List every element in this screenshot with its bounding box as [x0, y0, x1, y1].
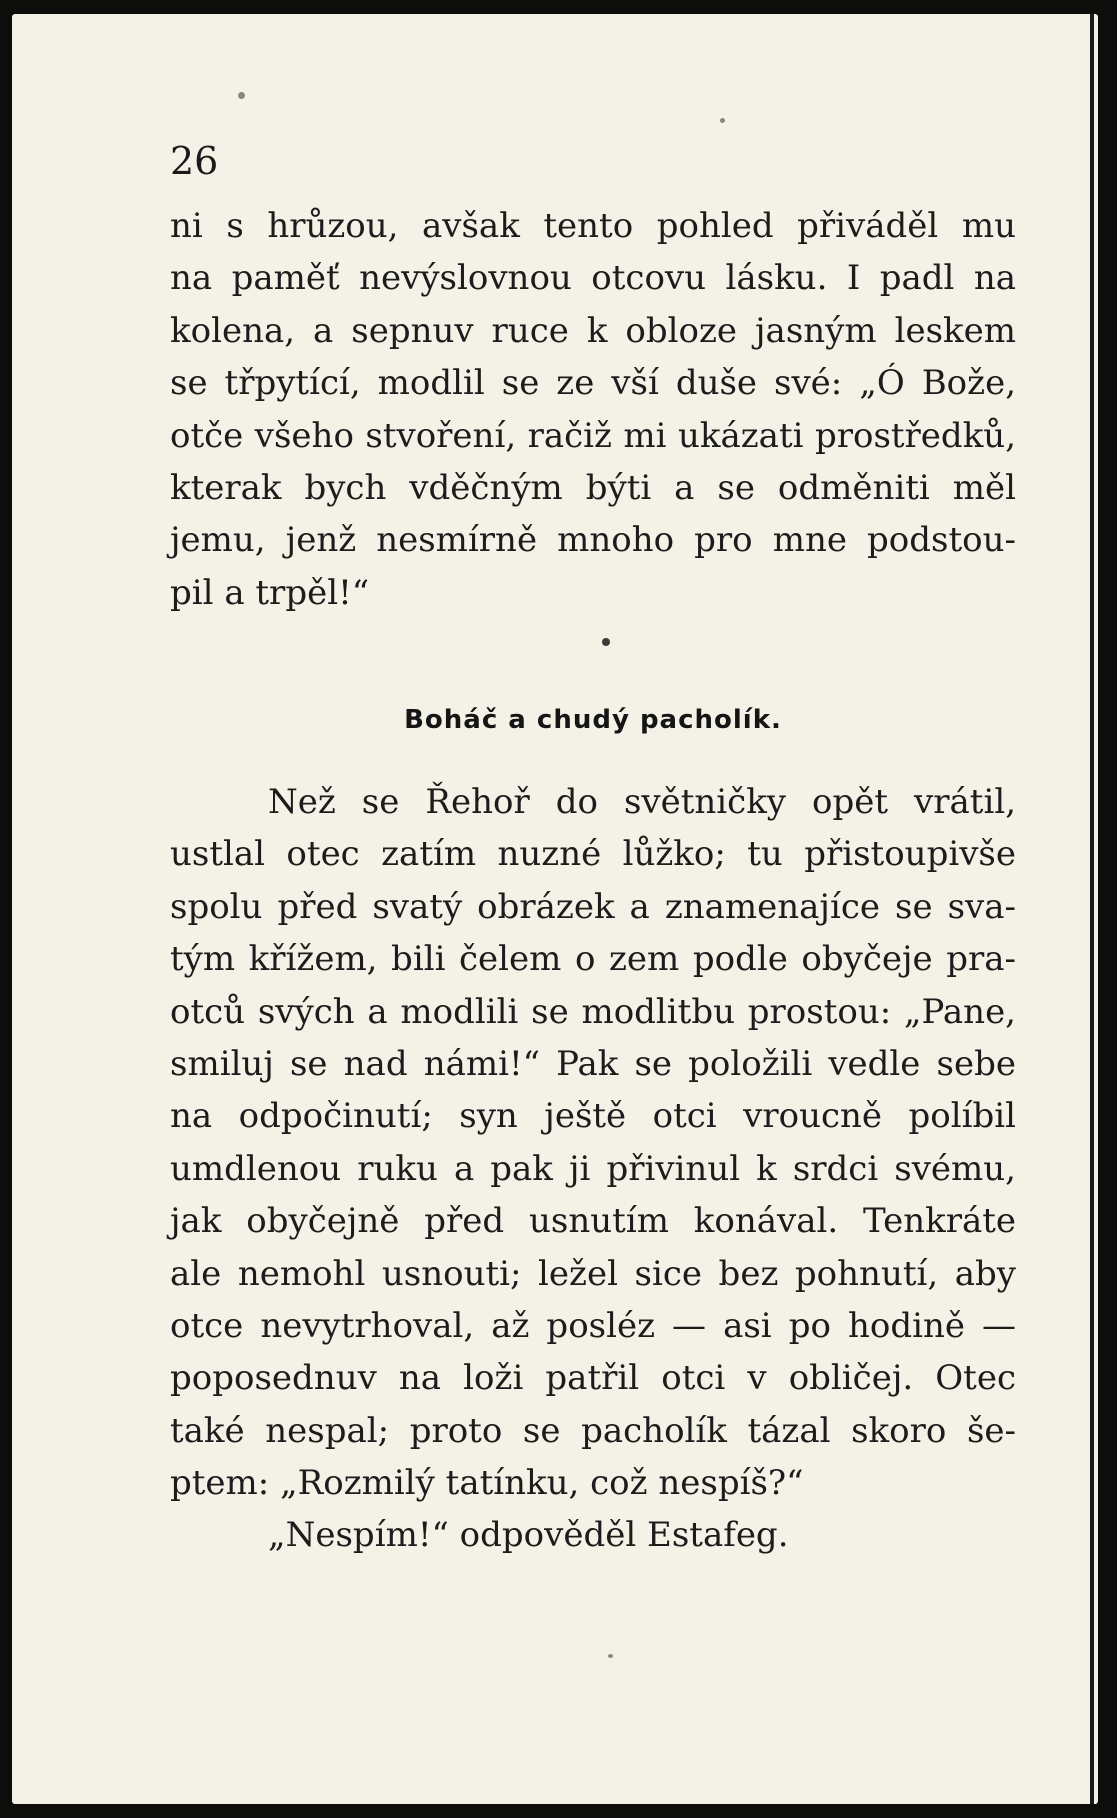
paragraph-1 [170, 200, 1016, 619]
text-line: se třpytící, modlil se ze vší duše své: „Ó Bože, [170, 363, 1016, 404]
text-line: poposednuv na loži patřil otci v obličej. Otec [170, 1358, 1016, 1399]
text-line: pil a trpěl!“ [170, 572, 370, 613]
text-line: otče všeho stvoření, račiž mi ukázati prostředků, [170, 415, 1016, 456]
text-line: „Nespím!“ odpověděl Estafeg. [268, 1515, 789, 1556]
text-line: na paměť nevýslovnou otcovu lásku. I padl na [170, 258, 1016, 299]
print-speck [608, 1654, 613, 1658]
text-line: jak obyčejně před usnutím konával. Tenkráte [170, 1201, 1016, 1242]
text-line: smiluj se nad námi!“ Pak se položili vedle sebe [170, 1043, 1016, 1084]
book-page [12, 14, 1098, 1804]
text-line: tým křížem, bili čelem o zem podle obyčeje pra- [170, 939, 1016, 980]
text-line: umdlenou ruku a pak ji přivinul k srdci svému, [170, 1148, 1016, 1189]
text-line: spolu před svatý obrázek a znamenajíce se sva- [170, 886, 1016, 927]
text-line: otců svých a modlili se modlitbu prostou: „Pane, [170, 991, 1016, 1032]
text-line: ni s hrůzou, avšak tento pohled přiváděl mu [170, 206, 1016, 246]
text-line: také nespal; proto se pacholík tázal skoro še- [170, 1410, 1016, 1451]
paragraph-2 [170, 776, 1016, 1562]
print-speck [238, 92, 245, 99]
text-line: ale nemohl usnouti; ležel sice bez pohnutí, aby [170, 1253, 1016, 1294]
text-line: Než se Řehoř do světničky opět vrátil, [268, 782, 1016, 822]
print-speck [602, 638, 610, 646]
text-line: otce nevytrhoval, až posléz — asi po hodině — [170, 1305, 1016, 1346]
page-number: 26 [170, 139, 219, 183]
text-line: na odpočinutí; syn ještě otci vroucně políbil [170, 1096, 1016, 1137]
page-edge-line [1090, 14, 1094, 1804]
text-line: ustlal otec zatím nuzné lůžko; tu přistoupivše [170, 834, 1016, 875]
text-line: jemu, jenž nesmírně mnoho pro mne podstou- [170, 520, 1016, 561]
text-line: kterak bych vděčným býti a se odměniti měl [170, 467, 1016, 508]
print-speck [720, 118, 725, 123]
text-line: kolena, a sepnuv ruce k obloze jasným leskem [170, 310, 1016, 351]
text-line: ptem: „Rozmilý tatínku, což nespíš?“ [170, 1463, 804, 1504]
section-heading: Boháč a chudý pacholík. [404, 705, 782, 735]
